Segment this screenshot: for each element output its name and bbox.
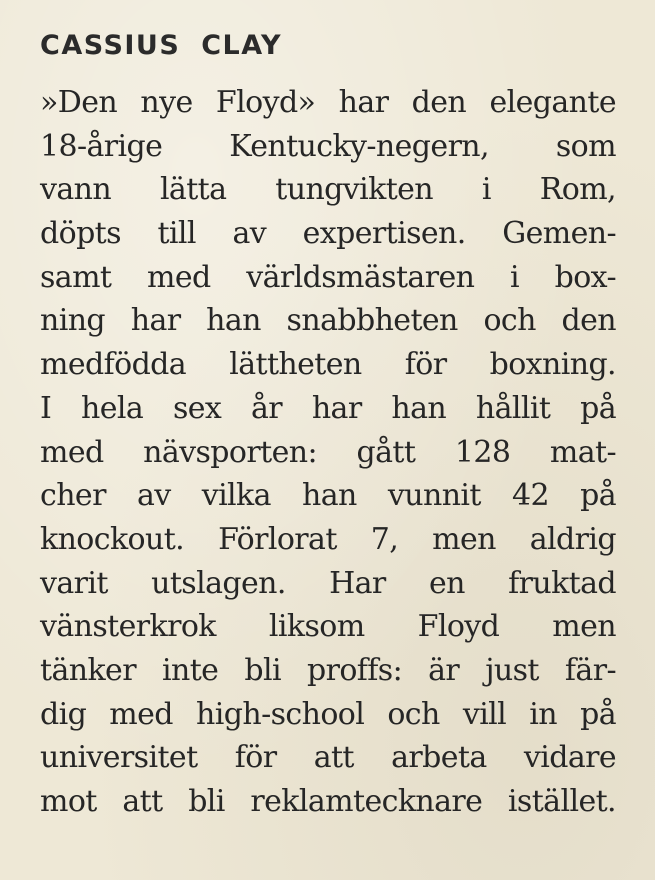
article-line: I hela sex år har han hållit på <box>40 390 616 426</box>
article-line: knockout. Förlorat 7, men aldrig <box>40 521 616 557</box>
article-line: medfödda lättheten för boxning. <box>40 347 616 383</box>
article-line: universitet för att arbeta vidare <box>40 740 616 776</box>
article-line: dig med high-school och vill in på <box>40 696 616 732</box>
article-line: mot att bli reklamtecknare istället. <box>40 784 616 819</box>
article-line: samt med världsmästaren i box- <box>40 259 616 295</box>
article-line: varit utslagen. Har en fruktad <box>40 565 616 601</box>
article-line: 18-årige Kentucky-negern, som <box>40 128 616 164</box>
article-body <box>40 81 616 824</box>
article-line: tänker inte bli proffs: är just fär- <box>40 652 616 688</box>
article-line: döpts till av expertisen. Gemen- <box>40 216 616 252</box>
article-line: vann lätta tungvikten i Rom, <box>40 172 616 208</box>
article-line: cher av vilka han vunnit 42 på <box>40 478 616 514</box>
article-heading: CASSIUS CLAY <box>40 30 283 61</box>
article-line: vänsterkrok liksom Floyd men <box>40 609 616 645</box>
article-line: ning har han snabbheten och den <box>40 303 616 339</box>
article-line: »Den nye Floyd» har den elegante <box>40 85 616 120</box>
article-line: med nävsporten: gått 128 mat- <box>40 434 616 470</box>
